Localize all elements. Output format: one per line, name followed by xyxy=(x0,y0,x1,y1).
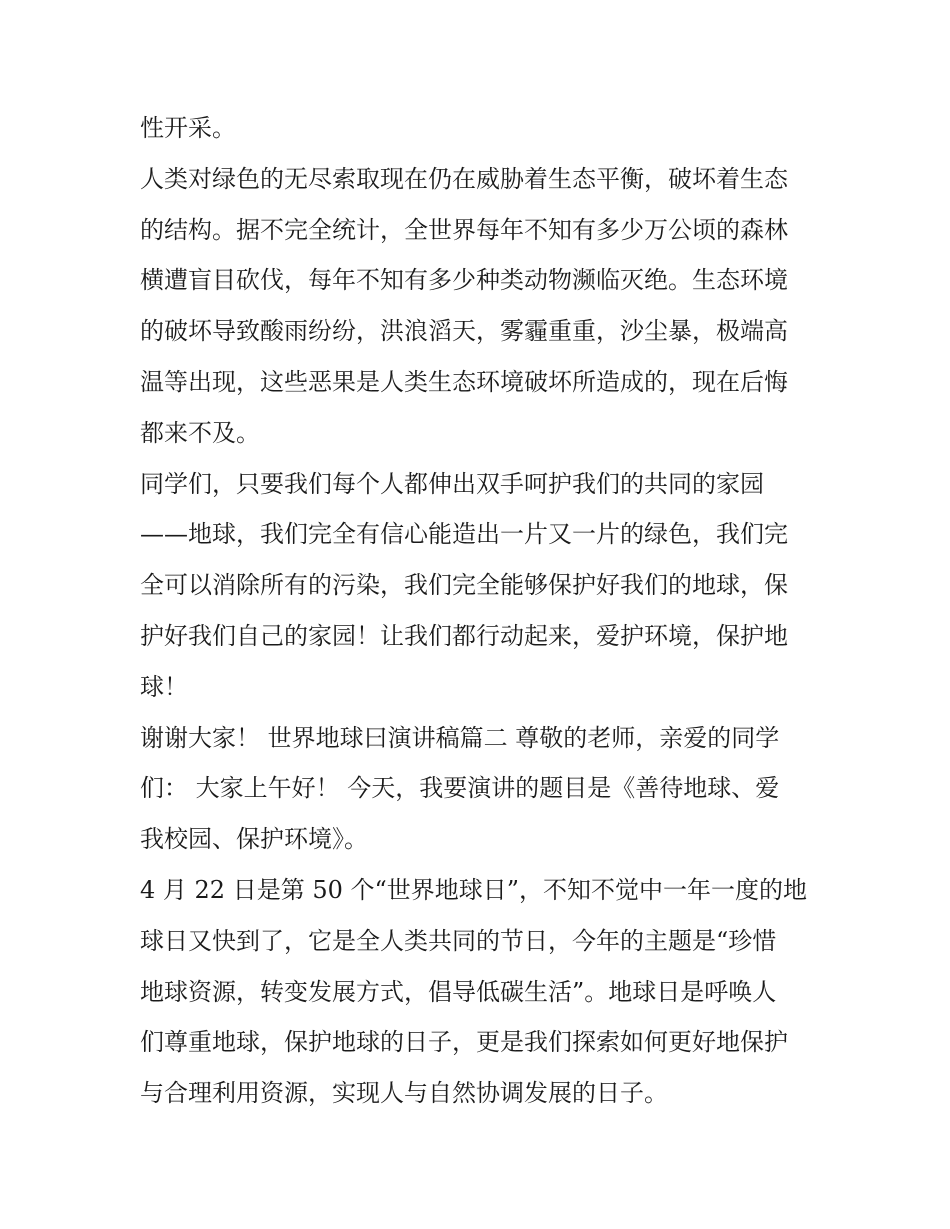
text-line: 的结构。据不完全统计，全世界每年不知有多少万公顷的森林 xyxy=(140,215,788,244)
text-line: 全可以消除所有的污染，我们完全能够保护好我们的地球，保 xyxy=(140,571,788,600)
text-line: ——地球，我们完全有信心能造出一片又一片的绿色，我们完 xyxy=(140,520,788,549)
text-line: 都来不及。 xyxy=(140,418,260,447)
text-line: 们： 大家上午好！ 今天，我要演讲的题目是《善待地球、爱 xyxy=(140,774,780,803)
text-line: 与合理利用资源，实现人与自然协调发展的日子。 xyxy=(140,1079,668,1108)
text-line: 温等出现，这些恶果是人类生态环境破坏所造成的，现在后悔 xyxy=(140,367,788,396)
text-line: 我校园、保护环境》。 xyxy=(140,825,368,854)
text-line: 性开采。 xyxy=(140,114,236,142)
text-line: 谢谢大家！ 世界地球曰演讲稿篇二 尊敬的老师，亲爱的同学 xyxy=(140,723,780,752)
text-line: 的破坏导致酸雨纷纷，洪浪滔天，雾霾重重，沙尘暴，极端高 xyxy=(140,317,788,346)
text-line: 4 月 22 日是第 50 个“世界地球日”，不知不觉中一年一度的地 xyxy=(140,875,808,904)
text-line: 球！ xyxy=(140,672,188,701)
body-text xyxy=(140,103,820,1119)
text-line: 们尊重地球，保护地球的日子，更是我们探索如何更好地保护 xyxy=(140,1028,788,1057)
text-line: 球日又快到了，它是全人类共同的节日，今年的主题是“珍惜 xyxy=(140,926,777,955)
text-line: 横遭盲目砍伐，每年不知有多少种类动物濒临灭绝。生态环境 xyxy=(140,266,788,295)
text-line: 同学们，只要我们每个人都伸出双手呵护我们的共同的家园 xyxy=(140,469,764,498)
text-line: 护好我们自己的家园！让我们都行动起来，爱护环境，保护地 xyxy=(140,621,788,650)
text-line: 地球资源，转变发展方式，倡导低碳生活”。地球日是呼唤人 xyxy=(140,977,777,1006)
text-line: 人类对绿色的无尽索取现在仍在威胁着生态平衡，破坏着生态 xyxy=(140,164,788,193)
